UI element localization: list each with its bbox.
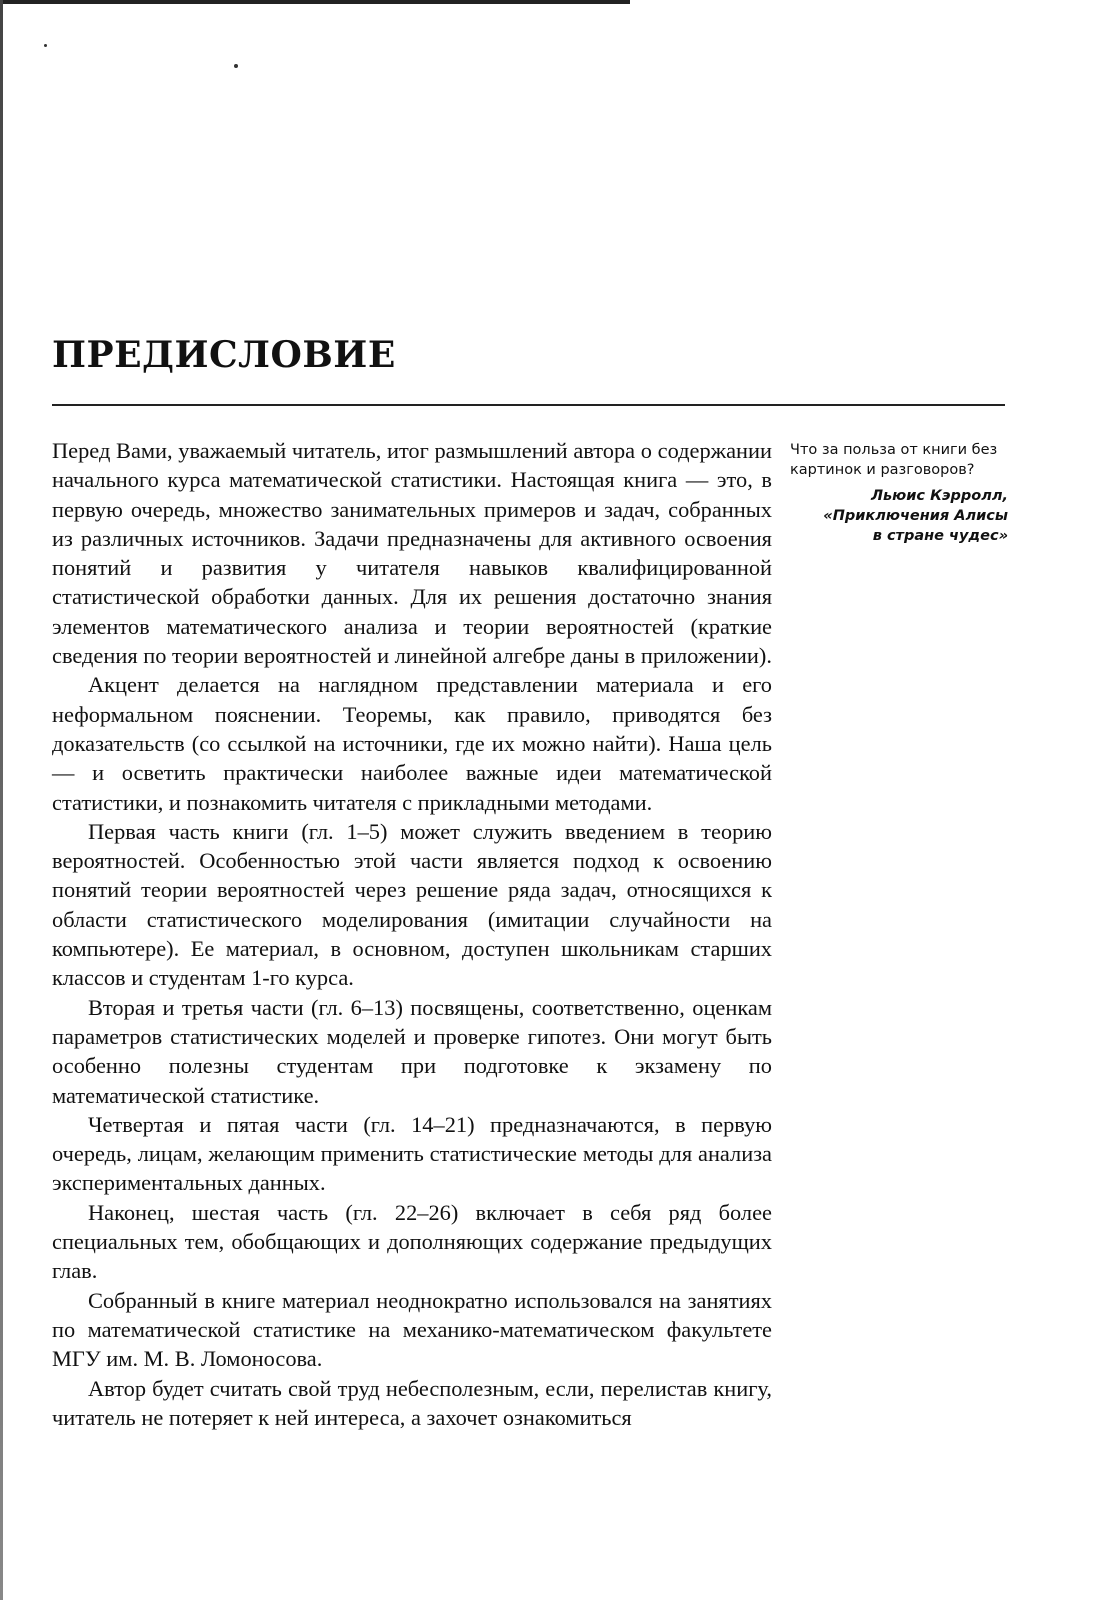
paragraph: Акцент делается на наглядном представлении материала и его неформальном пояснении. Теоремы, как правило, приводятся без доказательств (со ссылкой на источники, где их можно найти). Наша цель — и осветить практически наиболее важные идеи математической статистики, и познакомить читателя с прикладными методами. xyxy=(52,672,772,815)
epigraph-source-line2: в стране чудес» xyxy=(872,528,1008,544)
paragraph: Вторая и третья части (гл. 6–13) посвящены, соответственно, оценкам параметров статистических моделей и проверке гипотез. Они могут быть особенно полезны студентам при подготовке к экзамену по математической статистике. xyxy=(52,994,772,1108)
paragraph: Перед Вами, уважаемый читатель, итог размышлений автора о содержании начального курса математической статистики. Настоящая книга — это, в первую очередь, множество занимательных примеров и задач, собранных из различных источников. Задачи предназначены для активного освоения понятий и развития у читателя навыков квалифицированной статистической обработки данных. Для их решения достаточно знания элементов математического анализа и теории вероятностей (краткие сведения по теории вероятностей и линейной алгебре даны в приложении). xyxy=(52,438,772,669)
epigraph xyxy=(790,440,1008,546)
body-text xyxy=(52,436,772,1432)
page-left-edge xyxy=(0,0,3,1600)
epigraph-quote: Что за польза от книги без картинок и разговоров? xyxy=(790,442,998,478)
scan-speck xyxy=(234,64,238,68)
paragraph: Наконец, шестая часть (гл. 22–26) включает в себя ряд более специальных тем, обобщающих и дополняющих содержание предыдущих глав. xyxy=(52,1199,772,1284)
paragraph: Первая часть книги (гл. 1–5) может служить введением в теорию вероятностей. Особенностью этой части является подход к освоению понятий теории вероятностей через решение ряда задач, относящихся к области статистического моделирования (имитации случайности на компьютере). Ее материал, в основном, доступен школьникам старших классов и студентам 1-го курса. xyxy=(52,818,772,991)
page-title: ПРЕДИСЛОВИЕ xyxy=(52,334,396,376)
paragraph: Четвертая и пятая части (гл. 14–21) предназначаются, в первую очередь, лицам, желающим применить статистические методы для анализа экспериментальных данных. xyxy=(52,1111,772,1196)
paragraph: Автор будет считать свой труд небесполезным, если, перелистав книгу, читатель не потеряет к ней интереса, а захочет ознакомиться xyxy=(52,1375,772,1430)
epigraph-author: Льюис Кэрролл, xyxy=(870,488,1008,504)
title-rule xyxy=(52,404,1005,406)
page-top-edge xyxy=(0,0,630,4)
scan-speck xyxy=(44,44,47,47)
paragraph: Собранный в книге материал неоднократно использовался на занятиях по математической статистике на механико-математическом факультете МГУ им. М. В. Ломоносова. xyxy=(52,1287,772,1372)
epigraph-source-line1: «Приключения Алисы xyxy=(823,508,1008,524)
